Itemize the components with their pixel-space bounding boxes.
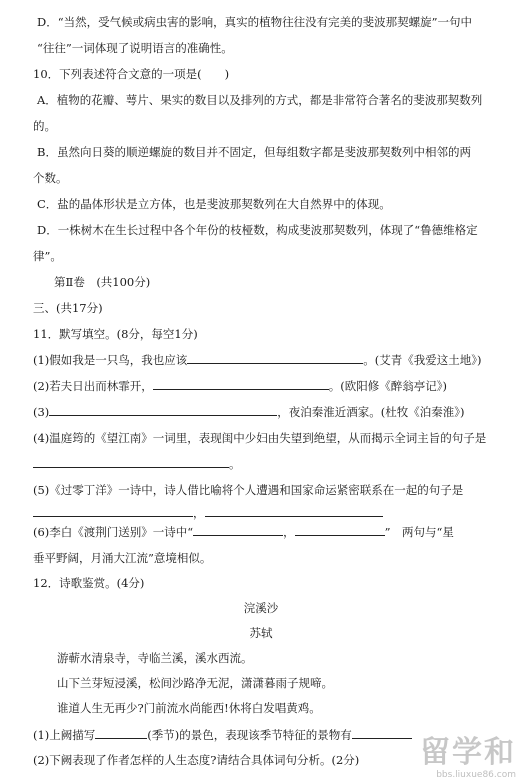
fill-blank-5b[interactable] [205, 505, 383, 517]
fill-item-1-suffix: 。(艾青《我爱这土地》) [363, 353, 482, 367]
q10-option-a-line-2: 的。 [33, 119, 56, 133]
fill-item-3-suffix: ，夜泊秦淮近酒家。(杜牧《泊秦淮》) [277, 405, 465, 419]
fill-blank-4[interactable] [33, 456, 229, 468]
watermark-logo [420, 736, 516, 780]
option-d-text-line-2: “往往”一词体现了说明语言的准确性。 [37, 41, 233, 55]
fill-blank-6a[interactable] [193, 524, 283, 536]
fill-blank-1[interactable] [187, 352, 363, 364]
q10-option-c: C．盐的晶体形状是立方体，也是斐波那契数列在大自然界中的体现。 [37, 197, 391, 211]
fill-item-5-comma: ， [193, 506, 205, 520]
fill-item-3-prefix: (3) [33, 405, 50, 419]
fill-item-5-line-1: (5)《过零丁洋》一诗中，诗人借比喻将个人遭遇和国家命运紧密联系在一起的句子是 [33, 483, 464, 497]
fill-item-4-line-1: (4)温庭筠的《望江南》一词里，表现闺中少妇由失望到绝望，从而揭示全词主旨的句子是 [33, 431, 487, 445]
sub-question-2 [33, 752, 359, 768]
question-11: 11．默写填空。(8分，每空1分) [33, 327, 198, 341]
poem-preface: 游蕲水清泉寺，寺临兰溪，溪水西流。 [57, 651, 253, 665]
q10-option-a-line-1: A．植物的花瓣、萼片、果实的数目以及排列的方式，都是非常符合著名的斐波那契数列 [37, 93, 483, 107]
fill-item-6-prefix: (6)李白《渡荆门送别》一诗中“ [33, 525, 194, 539]
fill-item-1 [33, 352, 482, 368]
option-d-text-line-1: D．“当然，受气候或病虫害的影响，真实的植物往往没有完美的斐波那契螺旋”一句中 [37, 15, 472, 29]
fill-item-6-comma: ， [283, 525, 295, 539]
fill-item-6-line-2: 垂平野阔，月涌大江流”意境相似。 [33, 551, 212, 565]
q10-option-b-line-1: B．虽然向日葵的顺逆螺旋的数目并不固定，但每组数字都是斐波那契数列中相邻的两 [37, 145, 471, 159]
poem-line-2: 谁道人生无再少?门前流水尚能西!休将白发唱黄鸡。 [57, 701, 321, 715]
poem-author: 苏轼 [249, 626, 273, 640]
question-12: 12．诗歌鉴赏。(4分) [33, 576, 145, 590]
poem-title: 浣溪沙 [243, 601, 279, 615]
fill-item-5-line-2 [33, 505, 383, 521]
poem-line-1: 山下兰芽短浸溪，松间沙路净无泥，潇潇暮雨子规啼。 [57, 676, 333, 690]
fill-item-2 [33, 378, 447, 394]
fill-blank-3[interactable] [49, 404, 277, 416]
fill-item-4-line-2 [33, 456, 241, 472]
fill-item-6-suffix: ” 两句与“星 [384, 525, 454, 539]
fill-blank-5a[interactable] [33, 505, 193, 517]
sub-question-1 [33, 727, 412, 743]
q10-option-b-line-2: 个数。 [33, 171, 68, 185]
section-3-heading: 三、(共17分) [33, 301, 103, 315]
q10-option-d-line-2: 律”。 [33, 249, 62, 263]
fill-blank-6b[interactable] [295, 524, 385, 536]
volume-2-heading: 第Ⅱ卷 (共100分) [54, 275, 151, 289]
sub-q2-text: (2)下阙表现了作者怎样的人生态度?请结合具体词句分析。(2分) [33, 753, 360, 767]
watermark-url: bbs.liuxue86.com [436, 770, 516, 780]
q10-option-d-line-1: D．一株树木在生长过程中各个年份的枝桠数，构成斐波那契数列，体现了“鲁德维格定 [37, 223, 478, 237]
question-10: 10．下列表述符合文意的一项是( ) [33, 67, 230, 81]
fill-item-2-prefix: (2)若夫日出而林霏开， [33, 379, 153, 393]
fill-blank-2[interactable] [153, 378, 329, 390]
fill-item-4-end: 。 [229, 457, 241, 471]
watermark-text: 留学和 [420, 735, 516, 770]
sub-q1-middle: (季节)的景色，表现该季节特征的景物有 [147, 728, 352, 742]
sub-q1-prefix: (1)上阙描写 [33, 728, 96, 742]
fill-item-1-prefix: (1)假如我是一只鸟，我也应该 [33, 353, 188, 367]
fill-item-6-line-1 [33, 524, 454, 540]
sub-q1-blank-scenery[interactable] [352, 727, 412, 739]
fill-item-3 [33, 404, 465, 420]
fill-item-2-suffix: 。(欧阳修《醉翁亭记》) [328, 379, 448, 393]
sub-q1-blank-season[interactable] [95, 727, 147, 739]
